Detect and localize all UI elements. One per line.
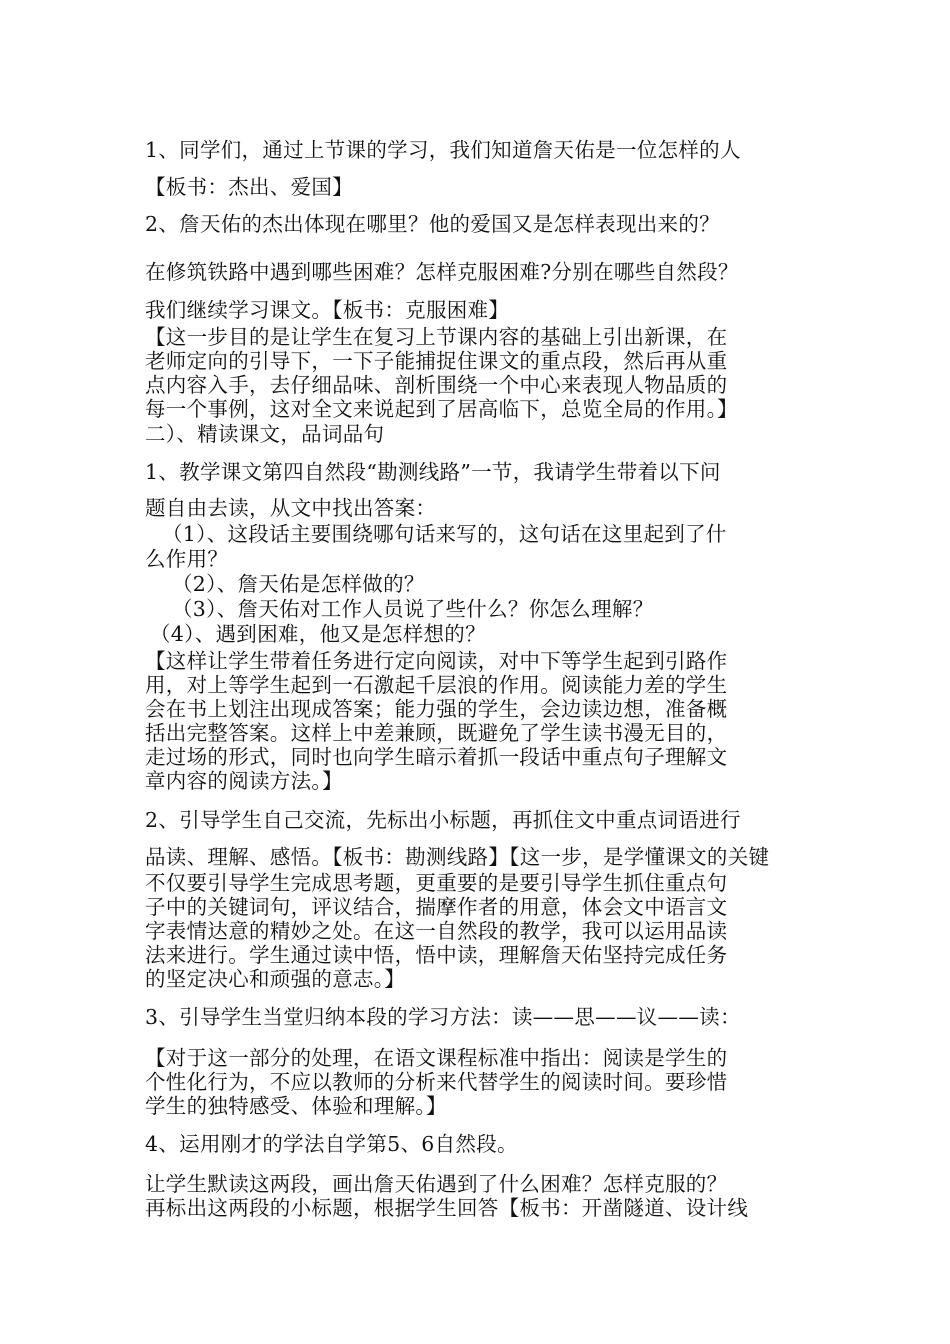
text-line: 在修筑铁路中遇到哪些困难？怎样克服困难?分别在哪些自然段？	[145, 260, 739, 284]
text-line: 【对于这一部分的处理，在语文课程标准中指出：阅读是学生的	[145, 1046, 728, 1070]
text-line: 1、同学们，通过上节课的学习，我们知道詹天佑是一位怎样的人	[145, 138, 741, 162]
question-item: （1）、这段话主要围绕哪句话来写的，这句话在这里起到了什	[162, 522, 727, 546]
text-line: 再标出这两段的小标题，根据学生回答【板书：开凿隧道、设计线	[145, 1196, 749, 1220]
text-line: 老师定向的引导下，一下子能捕捉住课文的重点段，然后再从重	[145, 349, 728, 373]
text-line: 用，对上等学生起到一石激起千层浪的作用。阅读能力差的学生	[145, 673, 728, 697]
text-line: 3、引导学生当堂归纳本段的学习方法：读——思——议——读：	[145, 1005, 741, 1029]
text-line: 1、教学课文第四自然段“勘测线路”一节，我请学生带着以下问	[145, 460, 721, 484]
text-line: 2、詹天佑的杰出体现在哪里？他的爱国又是怎样表现出来的？	[145, 212, 720, 236]
text-line: 【这样让学生带着任务进行定向阅读，对中下等学生起到引路作	[145, 649, 728, 673]
text-line: 子中的关键词句，评议结合，揣摩作者的用意，体会文中语言文	[145, 895, 728, 919]
text-line: 法来进行。学生通过读中悟，悟中读，理解詹天佑坚持完成任务	[145, 943, 728, 967]
text-line: 【这一步目的是让学生在复习上节课内容的基础上引出新课，在	[145, 325, 728, 349]
section-heading: 二）、精读课文，品词品句	[145, 422, 385, 446]
text-line: 么作用？	[145, 547, 229, 571]
text-line: 章内容的阅读方法。】	[145, 769, 343, 793]
text-line: 括出完整答案。这样上中差兼顾，既避免了学生读书漫无目的，	[145, 721, 728, 745]
text-line: 走过场的形式，同时也向学生暗示着抓一段话中重点句子理解文	[145, 745, 728, 769]
text-line: 点内容入手，去仔细品味、剖析围绕一个中心来表现人物品质的	[145, 373, 728, 397]
text-line: 会在书上划注出现成答案；能力强的学生，会边读边想，准备概	[145, 697, 728, 721]
text-line: 品读、理解、感悟。【板书：勘测线路】【这一步，是学懂课文的关键	[145, 845, 770, 869]
text-line: 4、运用刚才的学法自学第5、6自然段。	[145, 1132, 518, 1156]
text-line: 个性化行为，不应以教师的分析来代替学生的阅读时间。要珍惜	[145, 1070, 728, 1094]
question-item: （3）、詹天佑对工作人员说了些什么？你怎么理解？	[172, 597, 654, 621]
text-line: 题自由去读，从文中找出答案：	[145, 496, 437, 520]
text-line: 字表情达意的精妙之处。在这一自然段的教学，我可以运用品读	[145, 919, 728, 943]
text-line: 不仅要引导学生完成思考题，更重要的是要引导学生抓住重点句	[145, 871, 728, 895]
text-line: 【板书：杰出、爱国】	[145, 175, 353, 199]
text-line: 学生的独特感受、体验和理解。】	[145, 1094, 447, 1118]
text-line: 让学生默读这两段，画出詹天佑遇到了什么困难？怎样克服的？	[145, 1172, 728, 1196]
text-line: 每一个事例，这对全文来说起到了居高临下，总览全局的作用。】	[145, 397, 738, 421]
text-line: 2、引导学生自己交流，先标出小标题，再抓住文中重点词语进行	[145, 808, 741, 832]
question-item: （4）、遇到困难，他又是怎样想的？	[150, 622, 486, 646]
text-line: 的坚定决心和顽强的意志。】	[145, 967, 406, 991]
text-line: 我们继续学习课文。【板书：克服困难】	[145, 298, 510, 322]
question-item: （2）、詹天佑是怎样做的？	[172, 572, 425, 596]
